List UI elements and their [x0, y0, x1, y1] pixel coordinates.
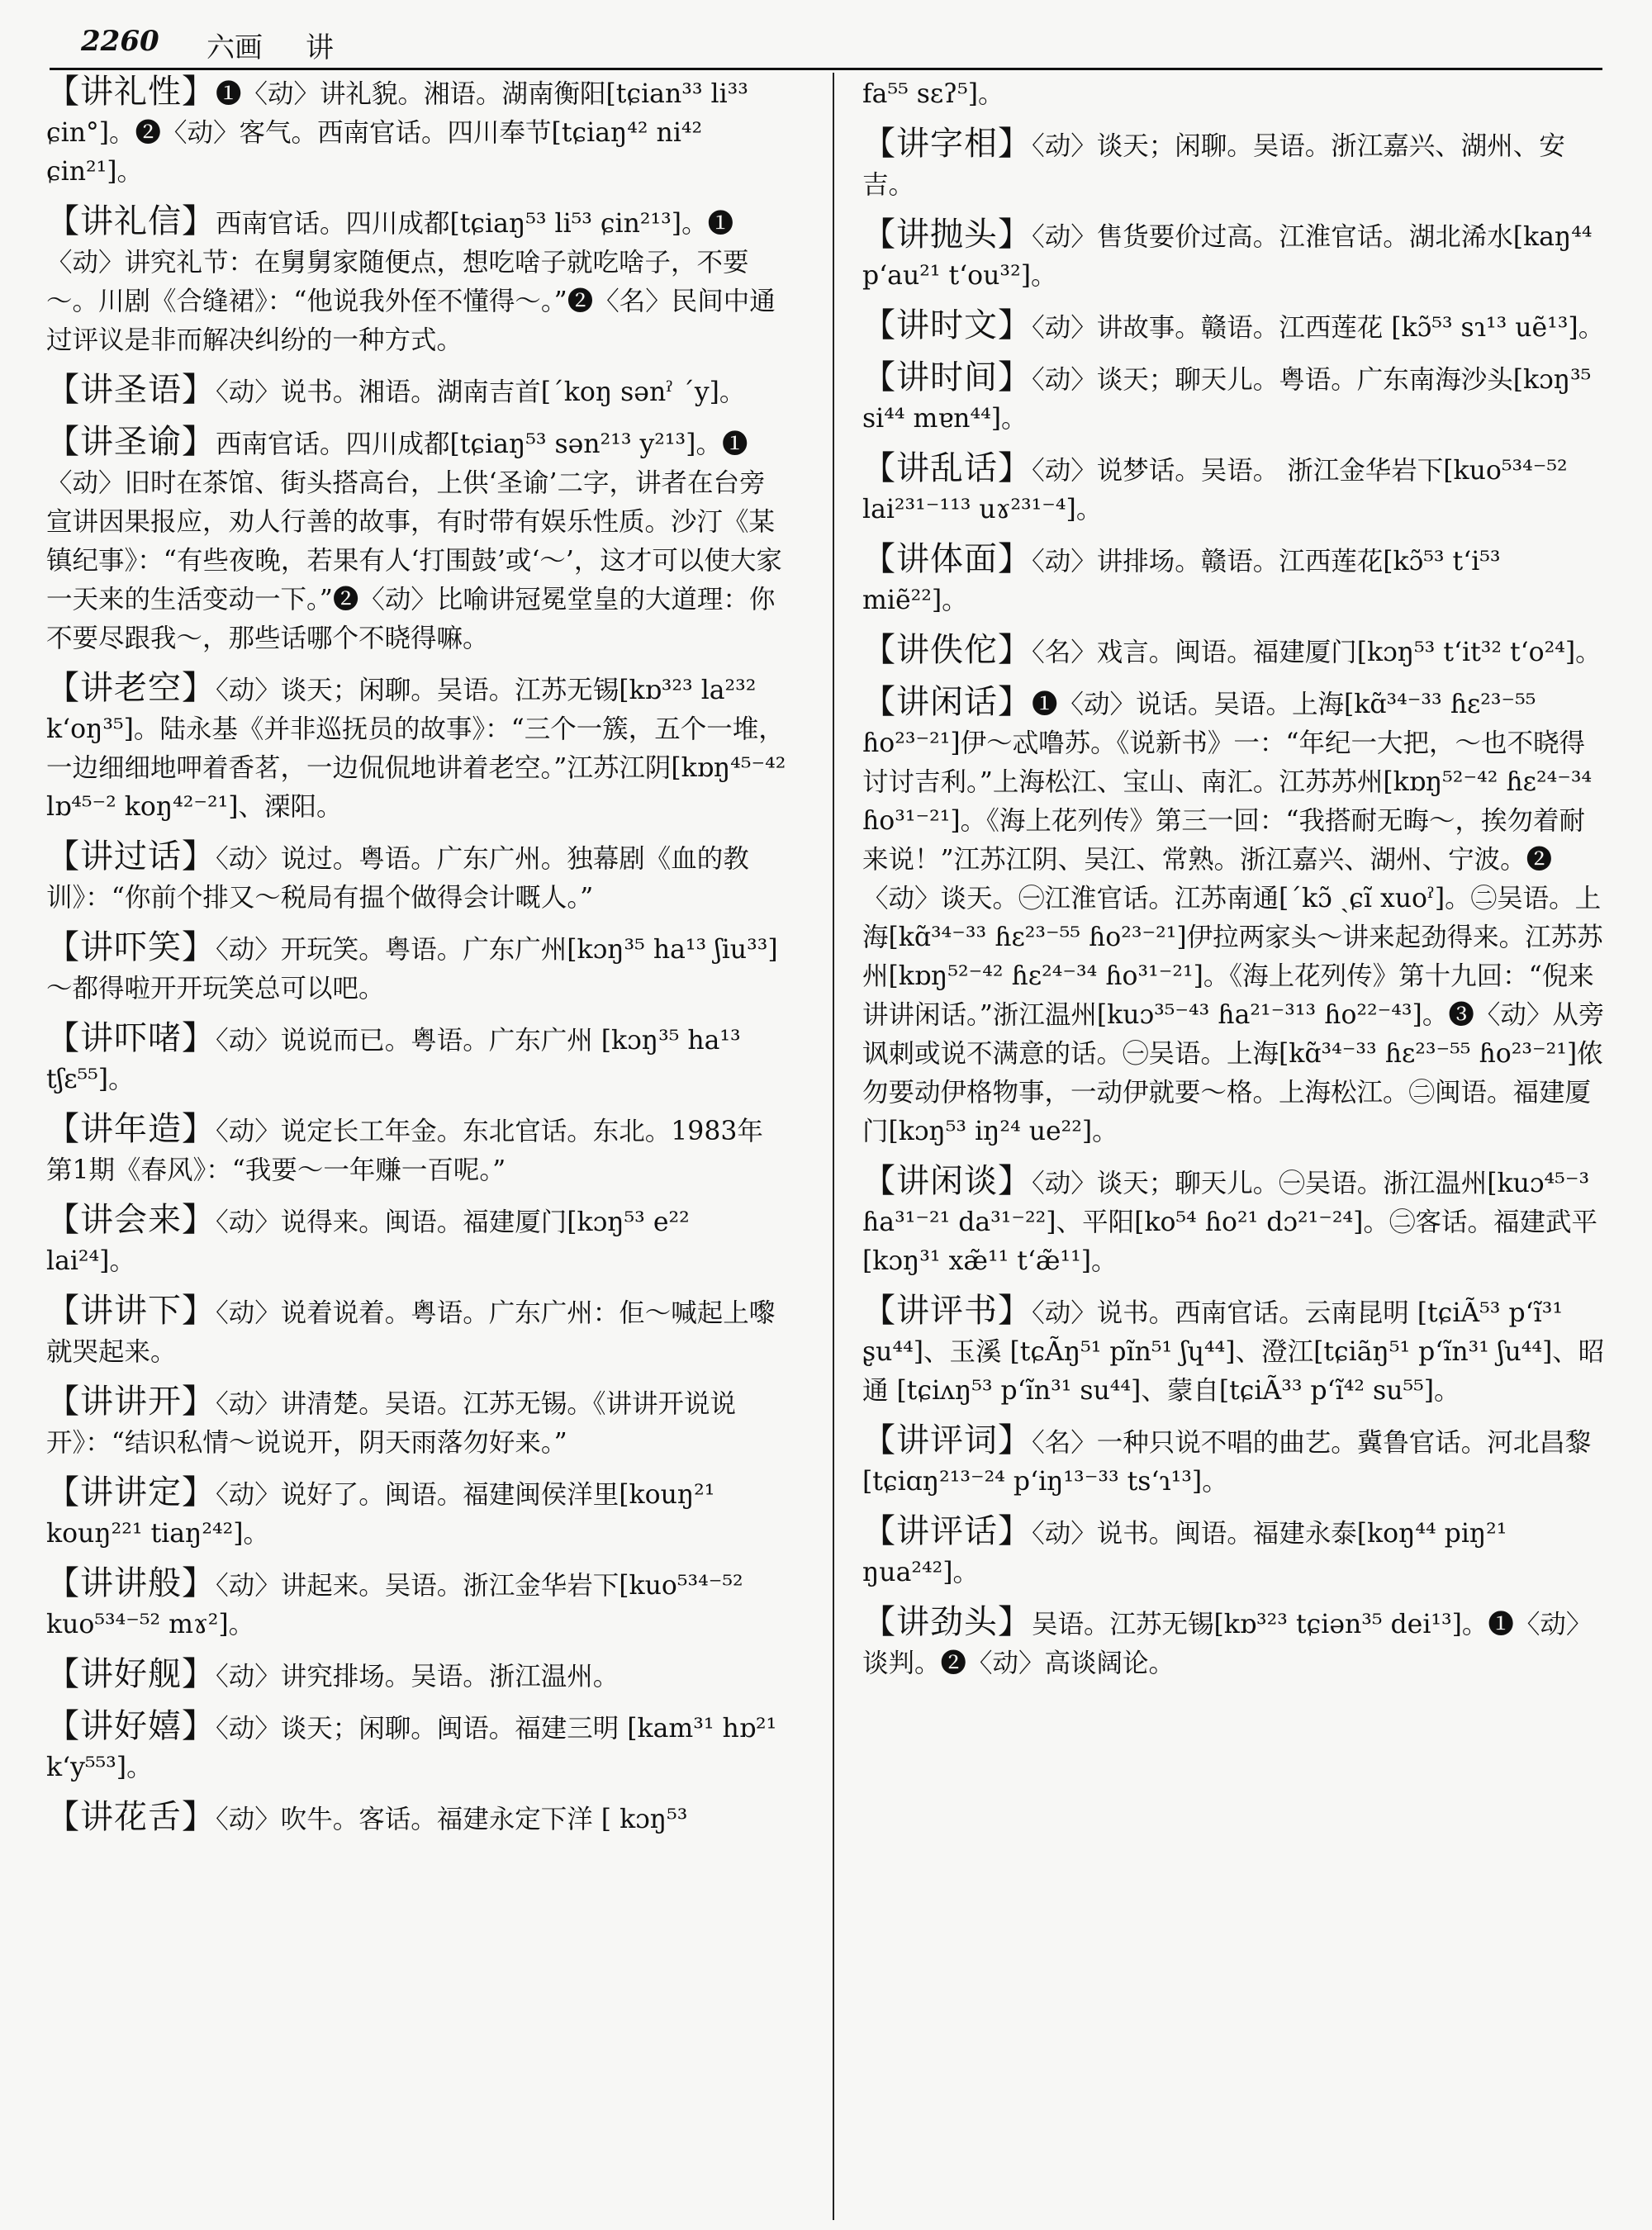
entry-headword: 【讲乱话】	[862, 449, 1032, 487]
entry-headword: 【讲评话】	[862, 1512, 1032, 1550]
dictionary-entry	[46, 1110, 786, 1190]
dictionary-entry	[862, 73, 1606, 114]
entry-headword: 【讲讲开】	[46, 1383, 216, 1421]
entry-definition: 〈动〉说书。西南官话。云南昆明 [tɕiÃ⁵³ p‘ĩ³¹ ʂu⁴⁴]、玉溪 [tɕÃŋ⁵¹ pĩn⁵¹ ʃɥ⁴⁴]、澄江[tɕiãŋ⁵¹ p‘ĩn³¹ ʃu⁴⁴]、昭通 [tɕiʌŋ⁵³ p‘ĩn³¹ su⁴⁴]、蒙自[tɕiÃ³³ p‘ĩ⁴² su⁵⁵]。	[862, 1298, 1605, 1406]
dictionary-entry	[46, 928, 786, 1008]
entry-definition: 〈动〉吹牛。客话。福建永定下洋 [ kɔŋ⁵³	[216, 1805, 688, 1834]
dictionary-entry	[46, 73, 786, 192]
entry-headword: 【讲年造】	[46, 1110, 216, 1148]
entry-definition: 〈动〉售货要价过高。江淮官话。湖北浠水[kaŋ⁴⁴ p‘au²¹ t‘ou³²]。	[862, 222, 1593, 291]
entry-definition: 〈动〉说梦话。吴语。 浙江金华岩下[kuo⁵³⁴⁻⁵² lai²³¹⁻¹¹³ uɤ²³¹⁻⁴]。	[862, 456, 1568, 524]
dictionary-entry	[46, 1292, 786, 1372]
dictionary-entry	[46, 1564, 786, 1644]
entry-headword: 【讲过话】	[46, 837, 216, 875]
entry-definition: 〈动〉说好了。闽语。福建闽侯洋里[kouŋ²¹ kouŋ²²¹ tiaŋ²⁴²]。	[46, 1480, 715, 1549]
entry-headword: 【讲吓笑】	[46, 928, 216, 966]
dictionary-entry	[862, 631, 1606, 672]
entry-headword: 【讲好舰】	[46, 1655, 216, 1693]
dictionary-entry	[46, 1201, 786, 1281]
entry-definition: 〈名〉戏言。闽语。福建厦门[kɔŋ⁵³ t‘it³² t‘o²⁴]。	[1032, 638, 1602, 667]
entry-definition: fa⁵⁵ sɛʔ⁵]。	[862, 79, 1004, 109]
entry-definition: 〈动〉说得来。闽语。福建厦门[kɔŋ⁵³ e²² lai²⁴]。	[46, 1208, 690, 1276]
section-label: 六画	[206, 31, 263, 64]
entry-headword: 【讲会来】	[46, 1201, 216, 1239]
entry-definition: 西南官话。四川成都[tɕiaŋ⁵³ li⁵³ ɕin²¹³]。❶〈动〉讲究礼节：在舅舅家随便点，想吃啥子就吃啥子，不要～。川剧《合缝裙》：“他说我外侄不懂得～。”❷〈名〉民间中通过评议是非而解决纠纷的一种方式。	[46, 209, 776, 355]
entry-definition: 〈动〉说定长工年金。东北官话。东北。1983年第1期《春风》：“我要～一年赚一百呢。”	[46, 1117, 763, 1185]
dictionary-entry	[862, 1603, 1606, 1683]
dictionary-entry	[862, 1292, 1606, 1411]
right-column	[862, 73, 1606, 2220]
entry-definition: 〈动〉讲起来。吴语。浙江金华岩下[kuo⁵³⁴⁻⁵² kuo⁵³⁴⁻⁵² mɤ²]。	[46, 1571, 743, 1639]
dictionary-entry	[46, 837, 786, 918]
entry-headword: 【讲评书】	[862, 1292, 1032, 1330]
entry-definition: 〈动〉说书。闽语。福建永泰[koŋ⁴⁴ piŋ²¹ ŋua²⁴²]。	[862, 1519, 1507, 1587]
dictionary-entry	[862, 683, 1606, 1151]
dictionary-entry	[46, 202, 786, 360]
entry-headword: 【讲讲下】	[46, 1292, 216, 1330]
entry-headword: 【讲劲头】	[862, 1603, 1032, 1641]
dictionary-entry	[862, 125, 1606, 205]
page-number: 2260	[81, 25, 159, 58]
entry-definition: 〈动〉谈天；闲聊。吴语。浙江嘉兴、湖州、安吉。	[862, 131, 1565, 200]
entry-headword: 【讲时文】	[862, 306, 1032, 344]
dictionary-entry	[46, 1707, 786, 1787]
entry-headword: 【讲好嬉】	[46, 1707, 216, 1745]
entry-headword: 【讲字相】	[862, 125, 1032, 163]
entry-headword: 【讲闲话】	[862, 683, 1032, 721]
entry-headword: 【讲花舌】	[46, 1798, 216, 1836]
entry-definition: 〈动〉讲排场。赣语。江西莲花[kɔ̃⁵³ t‘i⁵³ miẽ²²]。	[862, 547, 1501, 615]
dictionary-entry	[862, 449, 1606, 529]
entry-definition: 〈动〉说着说着。粤语。广东广州：佢～喊起上嚟就哭起来。	[46, 1298, 776, 1367]
dictionary-entry	[46, 371, 786, 412]
entry-definition: ❶〈动〉讲礼貌。湘语。湖南衡阳[tɕian³³ li³³ ɕin°]。❷〈动〉客气。西南官话。四川奉节[tɕiaŋ⁴² ni⁴² ɕin²¹]。	[46, 79, 748, 187]
entry-definition: 〈动〉谈天；闲聊。闽语。福建三明 [kam³¹ hɒ²¹ k‘y⁵⁵³]。	[46, 1714, 777, 1782]
dictionary-entry	[46, 423, 786, 658]
dictionary-entry	[46, 669, 786, 827]
column-divider	[833, 73, 834, 2220]
dictionary-entry	[862, 306, 1606, 348]
entry-headword: 【讲评词】	[862, 1421, 1032, 1459]
entry-headword: 【讲讲般】	[46, 1564, 216, 1602]
entry-definition: ❶〈动〉说话。吴语。上海[kɑ̃³⁴⁻³³ ɦɛ²³⁻⁵⁵ ɦo²³⁻²¹]伊～忒噜苏。《说新书》一：“年纪一大把，～也不晓得讨讨吉利。”上海松江、宝山、南汇。江苏苏州[kɒŋ⁵²⁻⁴² ɦɛ²⁴⁻³⁴ ɦo³¹⁻²¹]。《海上花列传》第三一回：“我搭耐无晦～，挨勿着耐来说！”江苏江阴、吴江、常熟。浙江嘉兴、湖州、宁波。❷〈动〉谈天。㊀江淮官话。江苏南通[ˊkɔ̃ ˏɕĩ xuoˀ]。㊁吴语。上海[kɑ̃³⁴⁻³³ ɦɛ²³⁻⁵⁵ ɦo²³⁻²¹]伊拉两家头～讲来起劲得来。江苏苏州[kɒŋ⁵²⁻⁴² ɦɛ²⁴⁻³⁴ ɦo³¹⁻²¹]。《海上花列传》第十九回：“倪来讲讲闲话。”浙江温州[kuɔ³⁵⁻⁴³ ɦa²¹⁻³¹³ ɦo²²⁻⁴³]。❸〈动〉从旁讽刺或说不满意的话。㊀吴语。上海[kɑ̃³⁴⁻³³ ɦɛ²³⁻⁵⁵ ɦo²³⁻²¹]侬勿要动伊格物事，一动伊就要～格。上海松江。㊁闽语。福建厦门[kɔŋ⁵³ iŋ²⁴ ue²²]。	[862, 690, 1605, 1146]
entry-headword: 【讲礼性】	[46, 73, 216, 111]
entry-definition: 〈动〉谈天；闲聊。吴语。江苏无锡[kɒ³²³ la²³² k‘oŋ³⁵]。陆永基《并非巡抚员的故事》：“三个一簇，五个一堆，一边细细地呷着香茗，一边侃侃地讲着老空。”江苏江阴[kɒŋ⁴⁵⁻⁴² lɒ⁴⁵⁻² koŋ⁴²⁻²¹]、溧阳。	[46, 676, 786, 822]
dictionary-entry	[862, 540, 1606, 620]
dictionary-entry	[862, 1421, 1606, 1502]
entry-headword: 【讲礼信】	[46, 202, 216, 240]
entry-headword: 【讲圣谕】	[46, 423, 216, 461]
entry-definition: 〈动〉开玩笑。粤语。广东广州[kɔŋ³⁵ ha¹³ ʃiu³³]～都得啦开开玩笑总可以吧。	[46, 935, 778, 1004]
dictionary-entry	[46, 1473, 786, 1554]
entry-definition: 〈动〉讲故事。赣语。江西莲花 [kɔ̃⁵³ sɿ¹³ uẽ¹³]。	[1032, 313, 1605, 343]
dictionary-entry	[862, 1162, 1606, 1281]
entry-definition: 〈动〉说书。湘语。湖南吉首[ˊkoŋ sənˀ ˊy]。	[216, 377, 746, 407]
dictionary-entry	[862, 1512, 1606, 1592]
dictionary-entry	[46, 1655, 786, 1696]
entry-definition: 〈动〉说过。粤语。广东广州。独幕剧《血的教训》：“你前个排又～税局有揾个做得会计嘅人。”	[46, 844, 749, 913]
dictionary-entry	[862, 358, 1606, 439]
left-column	[46, 73, 786, 2220]
entry-definition: 〈动〉谈天；聊天儿。㊀吴语。浙江温州[kuɔ⁴⁵⁻³ ɦa³¹⁻²¹ da³¹⁻²²]、平阳[ko⁵⁴ ɦo²¹ dɔ²¹⁻²⁴]。㊁客话。福建武平[kɔŋ³¹ xæ̃¹¹ t‘æ̃¹¹]。	[862, 1169, 1597, 1276]
entry-headword: 【讲体面】	[862, 540, 1032, 578]
dictionary-entry	[862, 216, 1606, 296]
entry-headword: 【讲圣语】	[46, 371, 216, 409]
head-character: 讲	[306, 31, 334, 64]
entry-definition: 西南官话。四川成都[tɕiaŋ⁵³ sən²¹³ y²¹³]。❶〈动〉旧时在茶馆、街头搭高台，上供‘圣谕’二字，讲者在台旁宣讲因果报应，劝人行善的故事，有时带有娱乐性质。沙汀《某镇纪事》：“有些夜晚，若果有人‘打围鼓’或‘～’，这才可以使大家一天来的生活变动一下。”❷〈动〉比喻讲冠冕堂皇的大道理：你不要尽跟我～，那些话哪个不晓得嘛。	[46, 429, 782, 653]
dictionary-entry	[46, 1798, 786, 1839]
entry-definition: 吴语。江苏无锡[kɒ³²³ tɕiən³⁵ dei¹³]。❶〈动〉谈判。❷〈动〉高谈阔论。	[862, 1610, 1593, 1678]
entry-definition: 〈动〉说说而已。粤语。广东广州 [kɔŋ³⁵ ha¹³ tʃɛ⁵⁵]。	[46, 1026, 741, 1094]
entry-headword: 【讲老空】	[46, 669, 216, 707]
entry-headword: 【讲抛头】	[862, 216, 1032, 254]
entry-headword: 【讲时间】	[862, 358, 1032, 396]
page-header	[50, 18, 1602, 70]
dictionary-entry	[46, 1383, 786, 1463]
dictionary-entry	[46, 1019, 786, 1099]
entry-headword: 【讲佚佗】	[862, 631, 1032, 669]
entry-definition: 〈动〉讲究排场。吴语。浙江温州。	[216, 1662, 620, 1691]
entry-definition: 〈名〉一种只说不唱的曲艺。冀鲁官话。河北昌黎[tɕiɑŋ²¹³⁻²⁴ p‘iŋ¹³⁻³³ ts‘ɿ¹³]。	[862, 1428, 1592, 1497]
entry-headword: 【讲闲谈】	[862, 1162, 1032, 1200]
entry-headword: 【讲讲定】	[46, 1473, 216, 1511]
entry-headword: 【讲吓啫】	[46, 1019, 216, 1057]
entry-definition: 〈动〉谈天；聊天儿。粤语。广东南海沙头[kɔŋ³⁵ si⁴⁴ mɐn⁴⁴]。	[862, 365, 1592, 434]
entry-definition: 〈动〉讲清楚。吴语。江苏无锡。《讲讲开说说开》：“结识私情～说说开，阴天雨落勿好来。”	[46, 1389, 737, 1458]
